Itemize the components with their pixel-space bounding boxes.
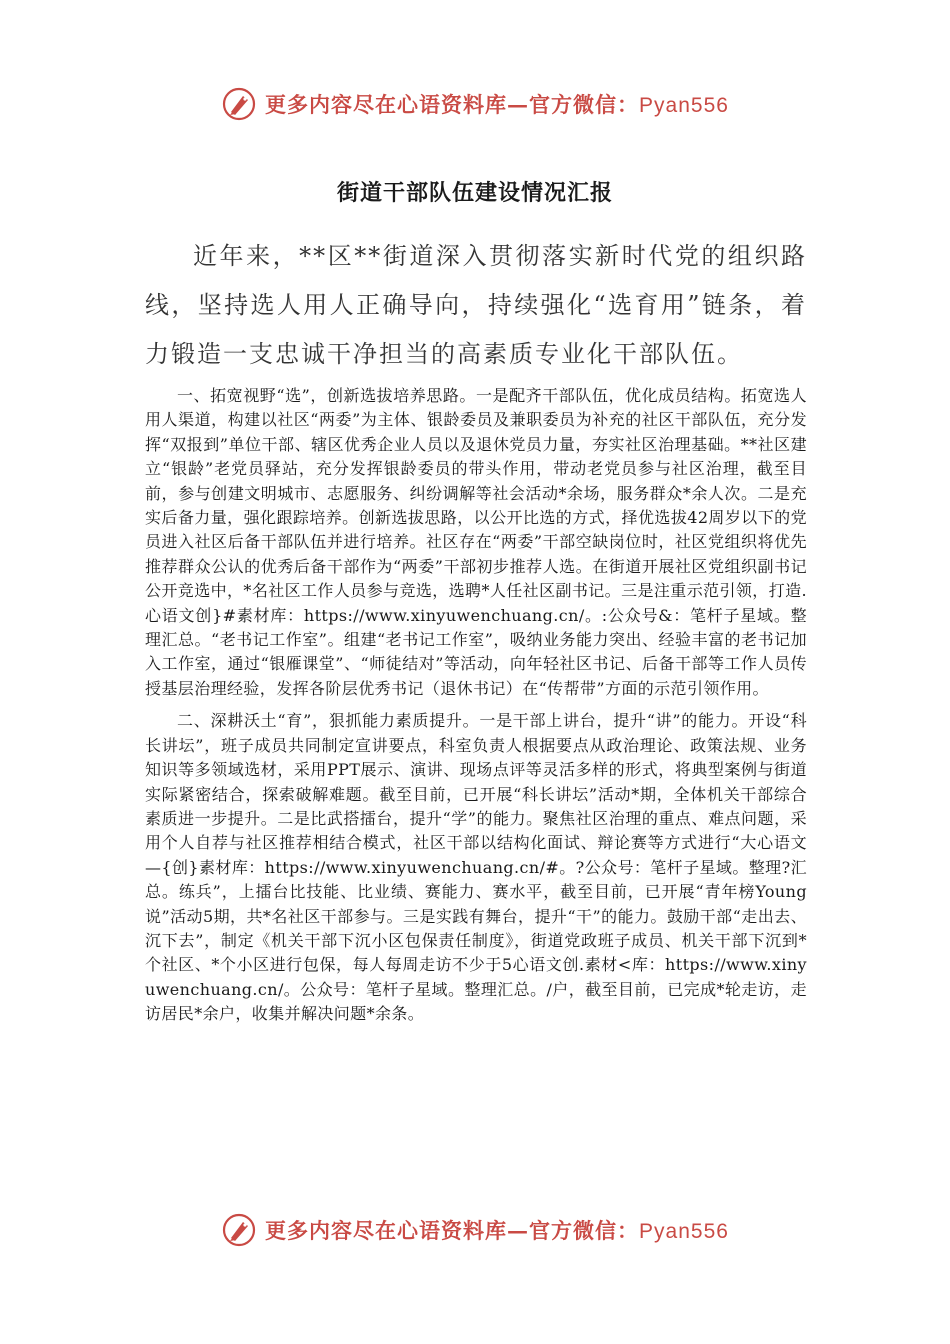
watermark-label: 更多内容尽在心语资料库—官方微信： (265, 1218, 640, 1243)
intro-paragraph: 近年来，**区**街道深入贯彻落实新时代党的组织路线，坚持选人用人正确导向，持续强化“选育用”链条，着力锻造一支忠诚干净担当的高素质专业化干部队伍。 (145, 242, 807, 368)
body-paragraph-2: 二、深耕沃土“育”，狠抓能力素质提升。一是干部上讲台，提升“讲”的能力。开设“科长讲坛”，班子成员共同制定宣讲要点，科室负责人根据要点从政治理论、政策法规、业务知识等多领域选材，采用PPT展示、演讲、现场点评等灵活多样的形式，将典型案例与街道实际紧密结合，探索破解难题。截至目前，已开展“科长讲坛”活动*期，全体机关干部综合素质进一步提升。二是比武搭擂台，提升“学”的能力。聚焦社区治理的重点、难点问题，采用个人自荐与社区推荐相结合模式，社区干部以结构化面试、辩论赛等方式进行“大心语文—{创}素材库：https://www.xinyuwenchuang.cn/#。?公众号：笔杆子星域。整理?汇总。练兵”，上擂台比技能、比业绩、赛能力、赛水平，截至目前，已开展“青年榜Young说”活动5期，共*名社区干部参与。三是实践有舞台，提升“干”的能力。鼓励干部“走出去、沉下去”，制定《机关干部下沉小区包保责任制度》，街道党政班子成员、机关干部下沉到*个社区、*个小区进行包保，每人每周走访不少于5心语文创.素材<库：https://www.xinyuwenchuang.cn/。公众号：笔杆子星域。整理汇总。/户，截至目前，已完成*轮走访，走访居民*余户，收集并解决问题*余条。 (145, 711, 807, 1024)
document-body (145, 384, 807, 1035)
watermark-content (221, 86, 729, 122)
pen-nib-logo-icon (221, 1212, 257, 1248)
pen-nib-logo-icon (221, 86, 257, 122)
body-paragraph-1: 一、拓宽视野“选”，创新选拔培养思路。一是配齐干部队伍，优化成员结构。拓宽选人用人渠道，构建以社区“两委”为主体、银龄委员及兼职委员为补充的社区干部队伍，充分发挥“双报到”单位干部、辖区优秀企业人员以及退休党员力量，夯实社区治理基础。**社区建立“银龄”老党员驿站，充分发挥银龄委员的带头作用，带动老党员参与社区治理，截至目前，参与创建文明城市、志愿服务、纠纷调解等社会活动*余场，服务群众*余人次。二是充实后备力量，强化跟踪培养。创新选拔思路，以公开比选的方式，择优选拔42周岁以下的党员进入社区后备干部队伍并进行培养。社区存在“两委”干部空缺岗位时，社区党组织将优先推荐群众公认的优秀后备干部作为“两委”干部初步推荐人选。在街道开展社区党组织副书记公开竞选中，*名社区工作人员参与竞选，选聘*人任社区副书记。三是注重示范引领，打造.心语文创}#素材库：https://www.xinyuwenchuang.cn/。:公众号&：笔杆子星域。整理汇总。“老书记工作室”。组建“老书记工作室”，吸纳业务能力突出、经验丰富的老书记加入工作室，通过“银雁课堂”、“师徒结对”等活动，向年轻社区书记、后备干部等工作人员传授基层治理经验，发挥各阶层优秀书记（退休书记）在“传帮带”方面的示范引领作用。 (145, 386, 807, 698)
document-title: 街道干部队伍建设情况汇报 (336, 180, 613, 206)
watermark-label: 更多内容尽在心语资料库—官方微信： (265, 92, 640, 117)
watermark-banner-top (0, 82, 950, 126)
watermark-text (265, 1215, 729, 1245)
watermark-text (265, 89, 729, 119)
watermark-wechat-id: Pyan556 (639, 94, 729, 117)
watermark-wechat-id: Pyan556 (639, 1220, 729, 1243)
watermark-content (221, 1212, 729, 1248)
watermark-banner-bottom (0, 1208, 950, 1252)
